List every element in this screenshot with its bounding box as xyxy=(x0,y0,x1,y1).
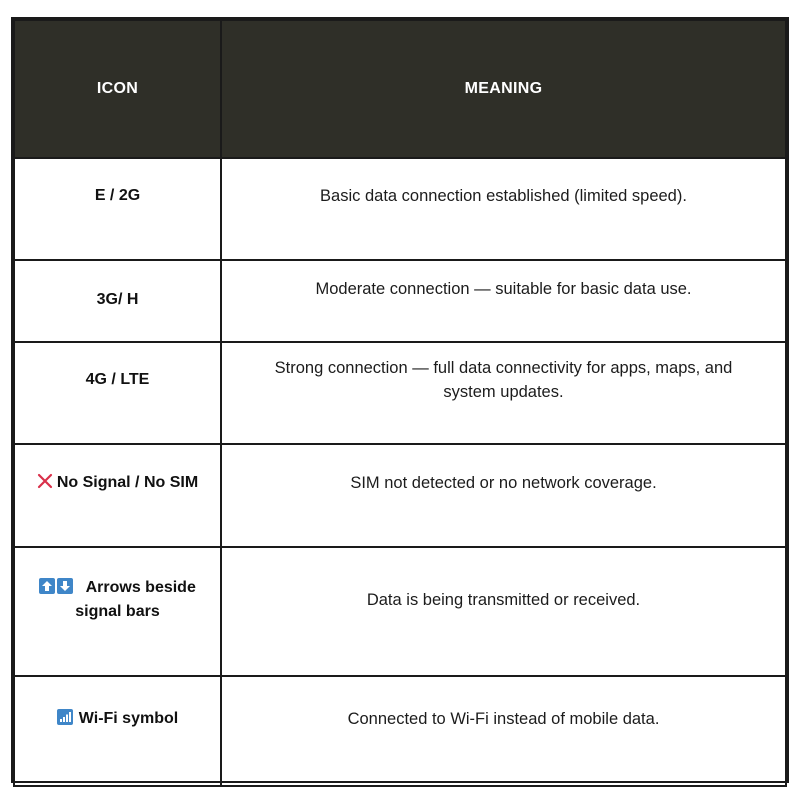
table-row xyxy=(14,260,786,342)
icon-label: No Signal / No SIM xyxy=(56,474,199,491)
meaning-text: Connected to Wi-Fi instead of mobile data. xyxy=(347,710,660,728)
header-icon-column: ICON xyxy=(14,20,221,158)
meaning-cell xyxy=(221,547,786,676)
signal-bars-icon xyxy=(57,709,73,725)
up-down-arrows-icon xyxy=(39,579,79,596)
table-row xyxy=(14,158,786,260)
icon-cell xyxy=(14,547,221,676)
table-row xyxy=(14,444,786,547)
icon-cell xyxy=(14,158,221,260)
status-icons-table xyxy=(11,17,789,783)
meaning-text: Data is being transmitted or received. xyxy=(366,591,641,609)
meaning-cell xyxy=(221,342,786,444)
icon-label: Wi-Fi symbol xyxy=(78,710,179,727)
icon-cell xyxy=(14,342,221,444)
icon-label-line-2: signal bars xyxy=(75,603,160,620)
icon-cell xyxy=(14,444,221,547)
table-row xyxy=(14,547,786,676)
table xyxy=(13,19,787,787)
meaning-text-line-1: Strong connection — full data connectivity for apps, maps, and xyxy=(274,359,733,377)
meaning-text: Moderate connection — suitable for basic data use. xyxy=(315,280,692,298)
icon-label: 3G/ H xyxy=(96,291,139,308)
meaning-cell xyxy=(221,158,786,260)
icon-label: E / 2G xyxy=(94,187,141,204)
icon-cell xyxy=(14,260,221,342)
meaning-cell xyxy=(221,260,786,342)
meaning-text: Basic data connection established (limited speed). xyxy=(320,187,687,205)
up-arrow-icon xyxy=(39,578,55,594)
meaning-text: SIM not detected or no network coverage. xyxy=(350,474,657,492)
meaning-text-line-2: system updates. xyxy=(443,383,564,401)
table-row xyxy=(14,676,786,786)
cross-mark-icon xyxy=(37,473,53,489)
meaning-cell xyxy=(221,444,786,547)
icon-cell xyxy=(14,676,221,786)
table-header-row xyxy=(14,20,786,158)
icon-label-line-1: Arrows beside xyxy=(85,579,196,596)
table-row xyxy=(14,342,786,444)
icon-label: 4G / LTE xyxy=(85,371,150,388)
down-arrow-icon xyxy=(57,578,73,594)
meaning-cell xyxy=(221,676,786,786)
header-meaning-column: MEANING xyxy=(221,20,786,158)
